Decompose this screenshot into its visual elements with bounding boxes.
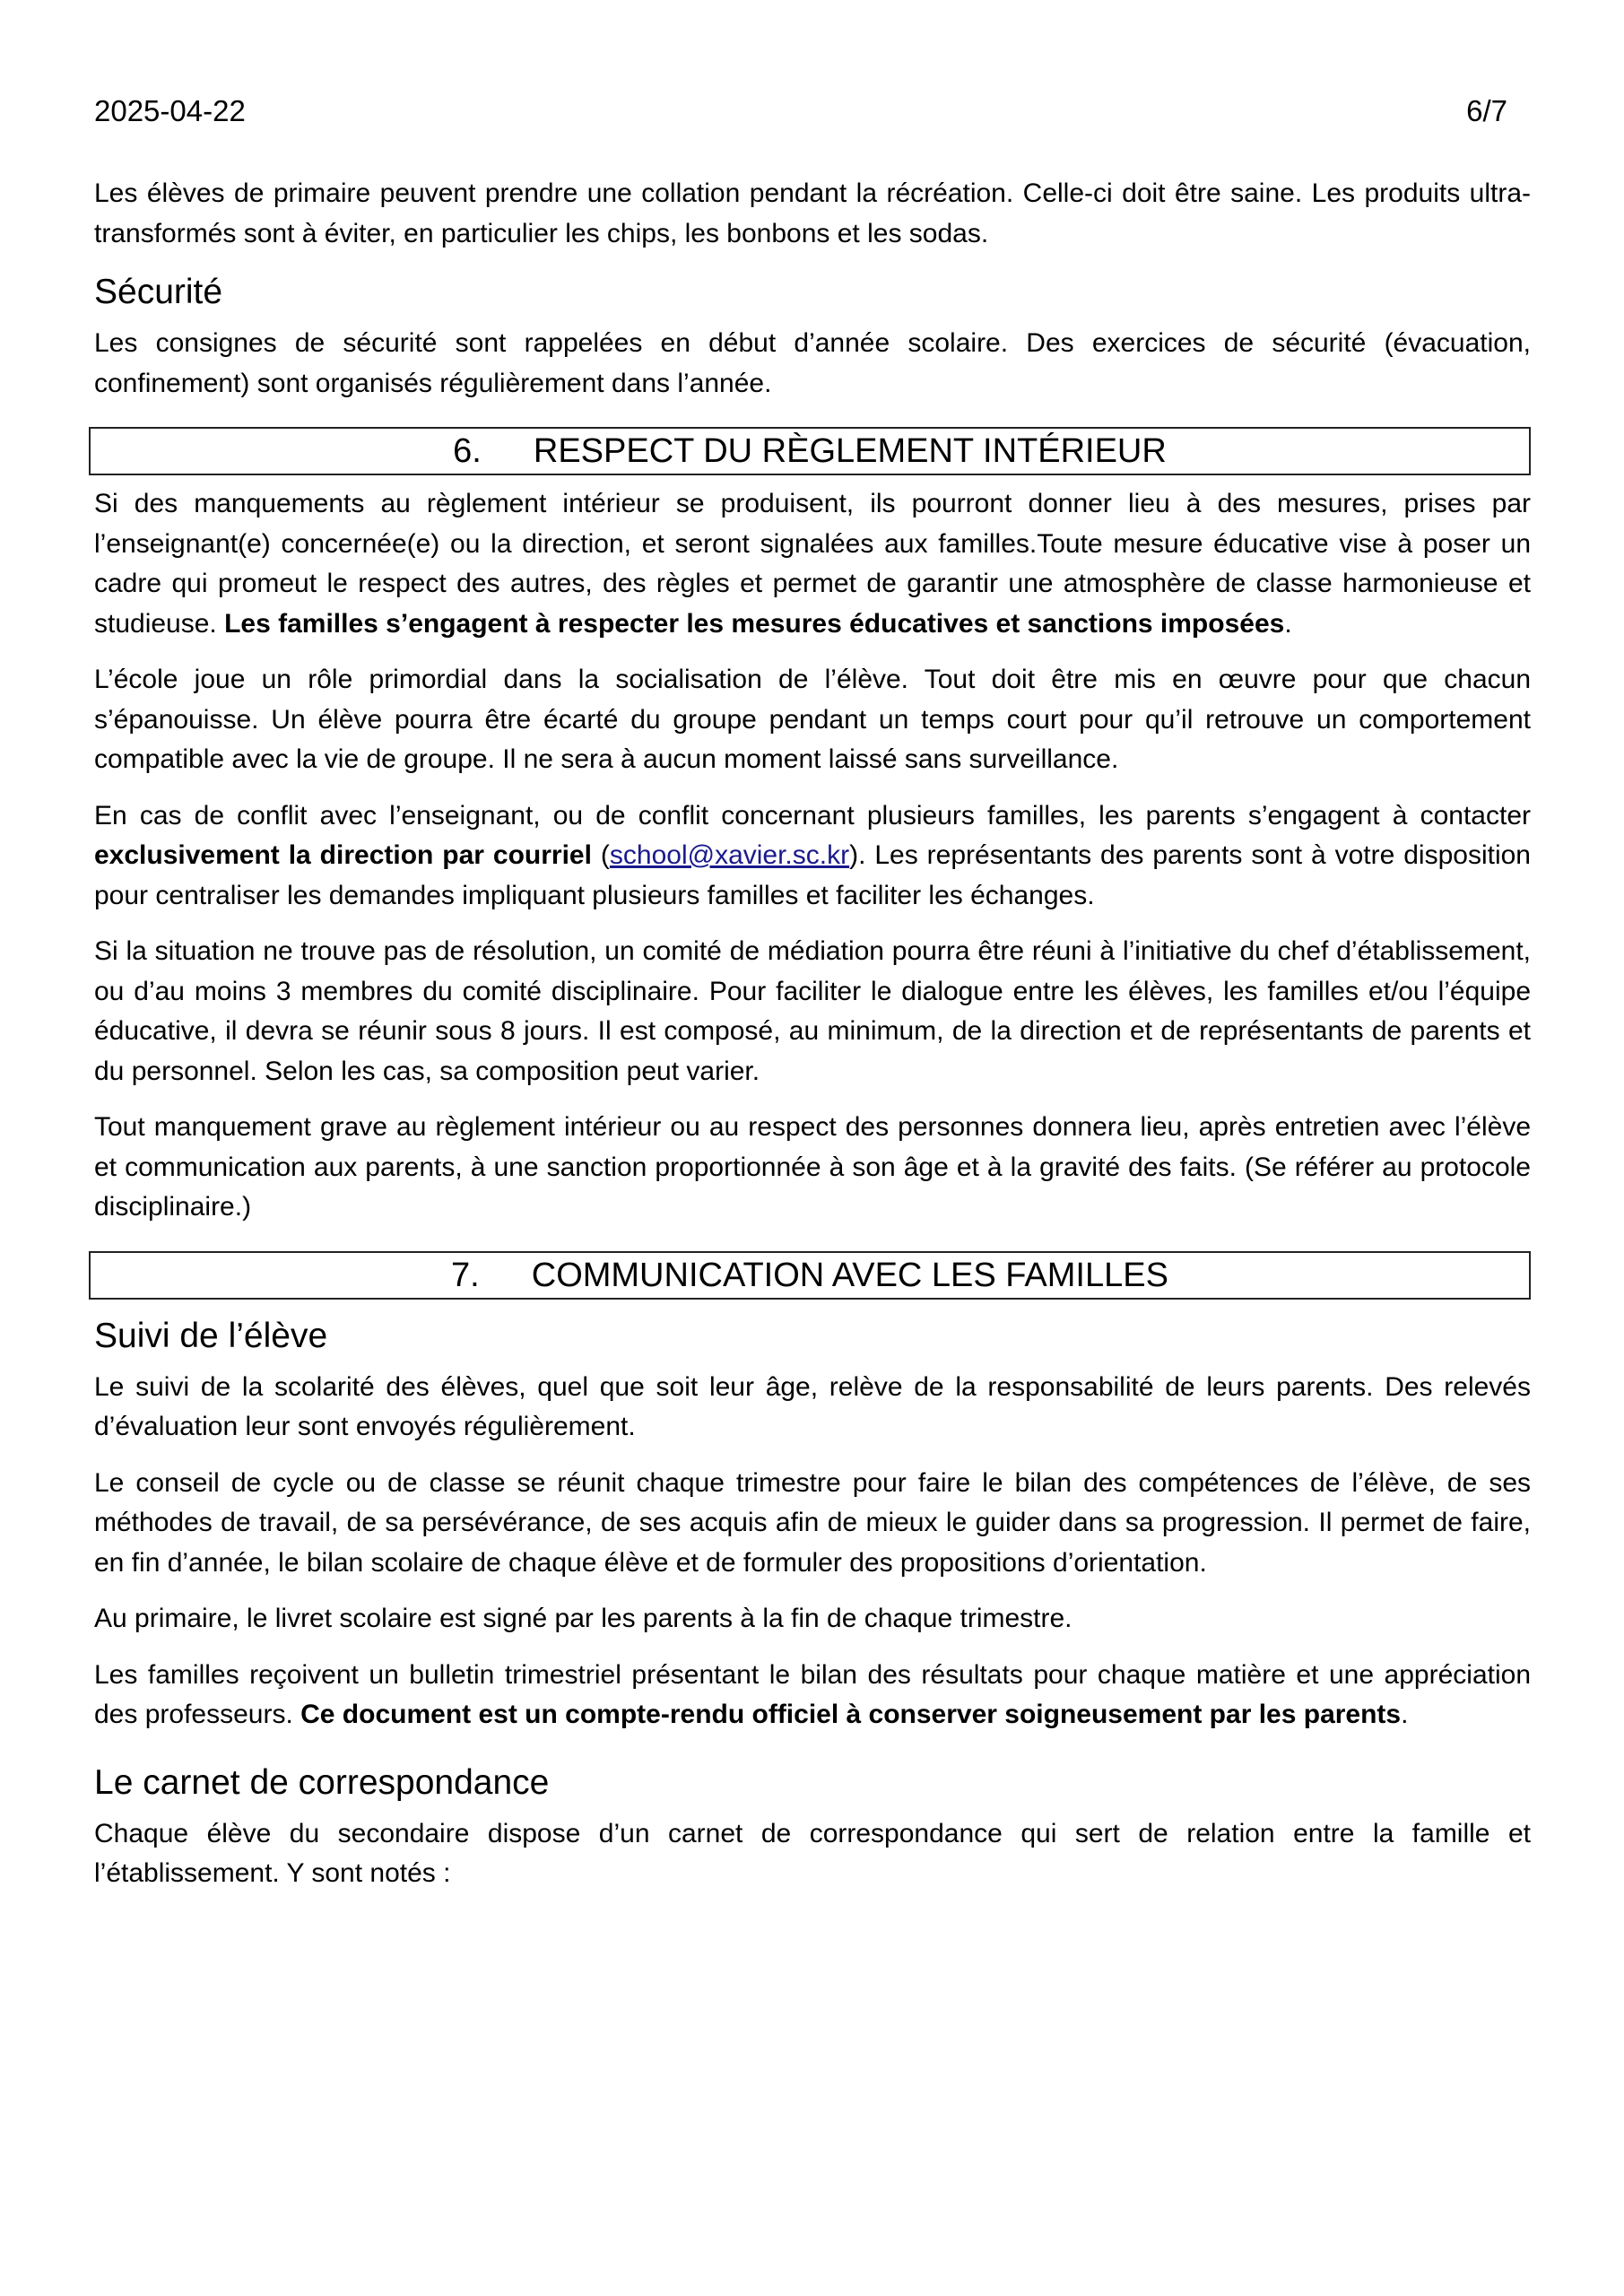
paragraph-text: En cas de conflit avec l’enseignant, ou de conflit concernant plusieurs familles, les parents s’engagent à contacter	[94, 800, 1531, 831]
section-7-number: 7.	[451, 1256, 480, 1294]
suivi-paragraph-1: Le suivi de la scolarité des élèves, quel que soit leur âge, relève de la responsabilité de leurs parents. Des relevés d’évaluation leur sont envoyés régulièrement.	[94, 1371, 1531, 1441]
running-header	[94, 93, 1531, 129]
paragraph-text: .	[1401, 1700, 1409, 1729]
suivi-paragraph-4	[94, 1656, 1531, 1735]
section-7-title: COMMUNICATION AVEC LES FAMILLES	[531, 1256, 1168, 1294]
intro-paragraph: Les élèves de primaire peuvent prendre une collation pendant la récréation. Celle-ci doit être saine. Les produits ultra-transformés sont à éviter, en particulier les chips, les bonbons et les sodas.	[94, 178, 1531, 248]
carnet-paragraph-1: Chaque élève du secondaire dispose d’un carnet de correspondance qui sert de relation entre la famille et l’établissement. Y sont notés :	[94, 1818, 1531, 1888]
section-6-paragraph-5: Tout manquement grave au règlement intérieur ou au respect des personnes donnera lieu, après entretien avec l’élève et communication aux parents, à une sanction proportionnée à son âge et à la gravité des faits. (Se référer au protocole disciplinaire.)	[94, 1112, 1531, 1222]
header-date: 2025-04-22	[94, 94, 246, 127]
emphasis-text: exclusivement la direction par courriel	[94, 840, 592, 870]
emphasis-text: Ce document est un compte-rendu officiel à conserver soigneusement par les parents	[300, 1700, 1402, 1729]
section-6-paragraph-4: Si la situation ne trouve pas de résolution, un comité de médiation pourra être réuni à l’initiative du chef d’établissement, ou d’au moins 3 membres du comité disciplinaire. Pour faciliter le dialogue entre les élèves, les familles et/ou l’équipe éducative, il devra se réunir sous 8 jours. Il est composé, au minimum, de la direction et de représentants de parents et du personnel. Selon les cas, sa composition peut varier.	[94, 936, 1531, 1086]
paragraph-text: Si des manquements au règlement intérieur se produisent, ils pourront donner lieu à des mesures, prises par l’enseignant(e) concernée(e) ou la direction, et seront signalées aux familles.Toute mesure éducative vise à poser un cadre qui promeut le respect des autres, des règles et permet de garantir une atmosphère de classe harmonieuse et studieuse.	[94, 489, 1531, 639]
paragraph-text: ). Les représentants des parents sont à votre disposition pour centraliser les demandes impliquant plusieurs familles et faciliter les échanges.	[94, 840, 1531, 910]
subheading-suivi: Suivi de l’élève	[94, 1316, 328, 1355]
page-number: 6/7	[1466, 94, 1507, 127]
section-6-paragraph-2: L’école joue un rôle primordial dans la socialisation de l’élève. Tout doit être mis en œuvre pour que chacun s’épanouisse. Un élève pourra être écarté du groupe pendant un temps court pour qu’il retrouve un comportement compatible avec la vie de groupe. Il ne sera à aucun moment laissé sans surveillance.	[94, 665, 1531, 774]
section-6-paragraph-3	[94, 796, 1531, 917]
section-6-paragraph-1	[94, 484, 1531, 644]
suivi-paragraph-3: Au primaire, le livret scolaire est signé par les parents à la fin de chaque trimestre.	[94, 1604, 1073, 1633]
securite-paragraph: Les consignes de sécurité sont rappelées en début d’année scolaire. Des exercices de sécurité (évacuation, confinement) sont organisés régulièrement dans l’année.	[94, 328, 1531, 398]
section-7-header	[89, 1251, 1531, 1300]
section-6-title: RESPECT DU RÈGLEMENT INTÉRIEUR	[533, 432, 1167, 470]
subheading-securite: Sécurité	[94, 273, 223, 311]
suivi-paragraph-2: Le conseil de cycle ou de classe se réunit chaque trimestre pour faire le bilan des compétences de l’élève, de ses méthodes de travail, de sa persévérance, de ses acquis afin de mieux le guider dans sa progression. Il permet de faire, en fin d’année, le bilan scolaire de chaque élève et de formuler des propositions d’orientation.	[94, 1467, 1531, 1578]
emphasis-text: Les familles s’engagent à respecter les mesures éducatives et sanctions imposées	[224, 608, 1285, 639]
paragraph-text: (	[591, 840, 610, 870]
paragraph-text: Les familles reçoivent un bulletin trimestriel présentant le bilan des résultats pour chaque matière et une appréciation des professeurs.	[94, 1659, 1531, 1729]
section-6-header	[89, 427, 1531, 475]
document-page	[94, 93, 1531, 1910]
paragraph-text: .	[1284, 608, 1292, 639]
section-6-number: 6.	[453, 432, 482, 470]
email-link[interactable]: school@xavier.sc.kr	[609, 840, 850, 870]
subheading-carnet: Le carnet de correspondance	[94, 1762, 550, 1802]
